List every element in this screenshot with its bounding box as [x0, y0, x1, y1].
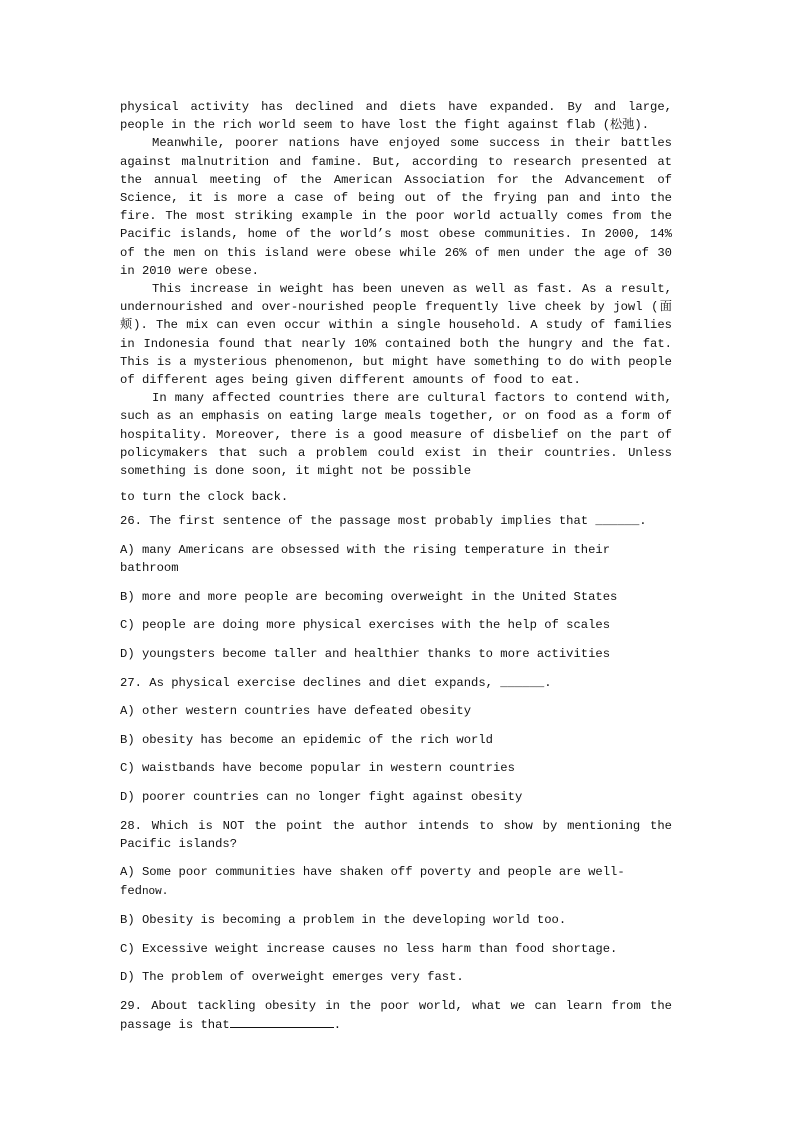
question-28-option-a-tail: now.	[141, 885, 169, 898]
question-29-stem: 29. About tackling obesity in the poor world, what we can learn from the passage is that	[120, 998, 672, 1033]
passage-paragraph-1: physical activity has declined and diets have expanded. By and large, people in the rich world seem to have lost the fight against flab (松弛).	[120, 100, 672, 133]
question-27-option-d: D) poorer countries can no longer fight against obesity	[120, 790, 523, 805]
question-27-option-a: A) other western countries have defeated obesity	[120, 704, 472, 719]
passage-paragraph-3: This increase in weight has been uneven as well as fast. As a result, undernourished and over-nourished people frequently live cheek by jowl (面颊). The mix can even occur within a single household. A study of families in Indonesia found that nearly 10% contained both the hungry and the fat. This is a mysterious phenomenon, but might have something to do with people of different ages being given different amounts of food to eat.	[120, 282, 672, 388]
question-28-option-b: B) Obesity is becoming a problem in the developing world too.	[120, 913, 567, 928]
question-27-option-b: B) obesity has become an epidemic of the rich world	[120, 732, 493, 747]
passage-paragraph-4: In many affected countries there are cultural factors to contend with, such as an emphasis on eating large meals together, or on food as a form of hospitality. Moreover, there is a good measure of disbelief on the part of policymakers that such a problem could exist in their countries. Unless something is done soon, it might not be possible	[120, 391, 672, 479]
question-28-option-a-text: A) Some poor communities have shaken off poverty and people are well-fed	[120, 865, 625, 898]
passage-paragraph-4-end: to turn the clock back.	[120, 490, 289, 505]
question-26-option-b: B) more and more people are becoming overweight in the United States	[120, 589, 618, 604]
question-28: 28. Which is NOT the point the author intends to show by mentioning the Pacific islands?	[120, 818, 672, 851]
passage-paragraph-2: Meanwhile, poorer nations have enjoyed some success in their battles against malnutrition and famine. But, according to research presented at the annual meeting of the American Association for the Advancement of Science, it is more a case of being out of the frying pan and into the fire. The most striking example in the poor world actually comes from the Pacific islands, home of the world’s most obese communities. In 2000, 14% of the men on this island were obese while 26% of men under the age of 30 in 2010 were obese.	[120, 136, 672, 278]
question-27-option-c: C) waistbands have become popular in western countries	[120, 761, 515, 776]
question-29-stem-end: .	[333, 1018, 342, 1033]
answer-blank	[230, 1015, 334, 1028]
question-28-option-d: D) The problem of overweight emerges very fast.	[120, 970, 464, 985]
question-28-option-a	[120, 863, 672, 900]
question-26-option-a: A) many Americans are obsessed with the rising temperature in their bathroom	[120, 543, 611, 576]
question-26: 26. The first sentence of the passage most probably implies that ______.	[120, 514, 647, 529]
document-page	[120, 98, 672, 1034]
question-29	[120, 997, 672, 1034]
question-26-option-d: D) youngsters become taller and healthier thanks to more activities	[120, 647, 611, 662]
question-27: 27. As physical exercise declines and diet expands, ______.	[120, 675, 552, 690]
question-28-option-c: C) Excessive weight increase causes no less harm than food shortage.	[120, 941, 618, 956]
question-26-option-c: C) people are doing more physical exercises with the help of scales	[120, 618, 611, 633]
